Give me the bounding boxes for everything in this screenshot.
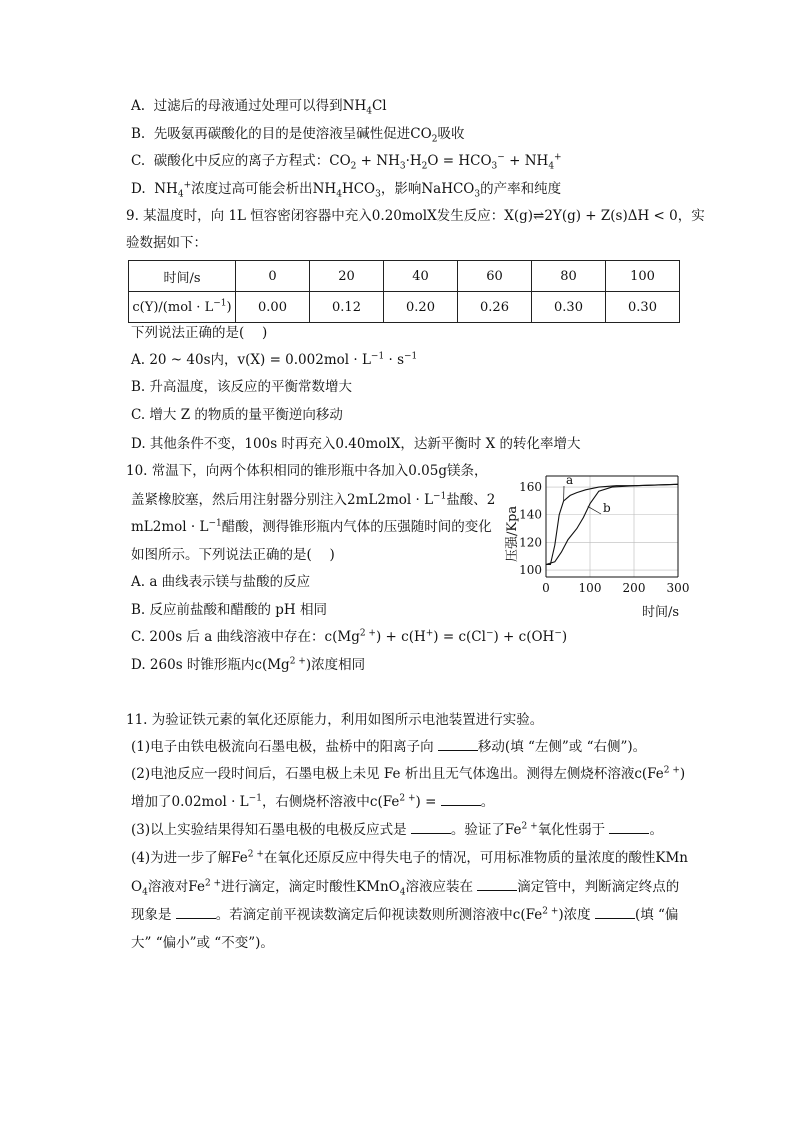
q11-part4-line3: 现象是 。若滴定前平视读数滴定后仰视读数则所测溶液中$c(Fe^{2 +})$浓度 (填 “偏 bbox=[131, 906, 679, 923]
q11-part4-line2: $O_4$溶液对$Fe^{2 +}$进行滴定，滴定时酸性KMnO$_4$溶液应装在 滴定管中，判断滴定终点的 bbox=[131, 878, 680, 898]
y-tick-label: 140 bbox=[519, 507, 542, 522]
q10-option-a: A. a 曲线表示镁与盐酸的反应 bbox=[131, 574, 311, 590]
pressure-time-chart bbox=[500, 470, 700, 625]
q9-option-b: B. 升高温度，该反应的平衡常数增大 bbox=[131, 379, 353, 395]
q8-option-a: A. 过滤后的母液通过处理可以得到$NH_4Cl$ bbox=[131, 98, 387, 117]
q10-stem-line1: 10. 常温下，向两个体积相同的锥形瓶中各加入0.05g镁条， bbox=[126, 463, 488, 479]
series-label-a: a bbox=[566, 473, 574, 487]
table-cell: 40 bbox=[384, 261, 458, 292]
series-line-b bbox=[546, 484, 678, 564]
table-cell: 0.12 bbox=[310, 292, 384, 323]
x-tick-label: 200 bbox=[622, 581, 646, 595]
answer-blank[interactable] bbox=[176, 906, 216, 919]
y-tick-label: 160 bbox=[519, 480, 542, 495]
q10-option-c: C. 200s 后 a 曲线溶液中存在：$c(Mg^{2 +}) + c(H^+) = c(Cl^-) + c(OH^-)$ bbox=[131, 628, 568, 645]
q9-option-a: A. 20 ~ 40s内，$v(X) = 0.002mol \cdot L^{-1} \cdot s^{-1}$ bbox=[131, 351, 418, 368]
q8-option-b: B. 先吸氨再碳酸化的目的是使溶液呈碱性促进$CO_2$吸收 bbox=[131, 126, 465, 145]
x-tick-label: 100 bbox=[578, 581, 602, 595]
q8-option-d: D. $NH_4^+$浓度过高可能会析出$NH_4HCO_3$，影响NaHCO$_3$的产率和纯度 bbox=[131, 180, 562, 200]
q10-stem-line3: $mL2mol \cdot L^{-1}$醋酸，测得锥形瓶内气体的压强随时间的变化 bbox=[131, 518, 492, 535]
q8-option-c: C. 碳酸化中反应的离子方程式：$CO_2 + NH_3\cdot H_2O = HCO_3^- + NH_4^+$ bbox=[131, 152, 562, 172]
table-cell: 0.30 bbox=[532, 292, 606, 323]
chart-series bbox=[546, 473, 678, 565]
q9-option-d: D. 其他条件不变，100s 时再充入0.40molX，达新平衡时 X 的转化率增大 bbox=[131, 436, 581, 452]
table-row bbox=[129, 261, 680, 292]
answer-blank[interactable] bbox=[595, 906, 635, 919]
answer-blank[interactable] bbox=[438, 738, 478, 751]
table-cell: 80 bbox=[532, 261, 606, 292]
q10-option-d: D. 260s 时锥形瓶内$c(Mg^{2 +})$浓度相同 bbox=[131, 656, 366, 673]
answer-blank[interactable] bbox=[609, 821, 649, 834]
q9-stem-line1: 9. 某温度时，向 1L 恒容密闭容器中充入0.20molX发生反应：X(g)⇌2Y(g) + Z(s)ΔH < 0，实 bbox=[126, 208, 705, 224]
table-cell: 0.30 bbox=[606, 292, 680, 323]
answer-blank[interactable] bbox=[477, 878, 517, 891]
q11-part4-line4: 大” “偏小”或 “不变”)。 bbox=[131, 935, 274, 951]
q11-part1: (1)电子由铁电极流向石墨电极，盐桥中的阳离子向 移动(填 “左侧”或 “右侧”)。 bbox=[131, 739, 647, 755]
y-tick-label: 100 bbox=[519, 563, 542, 578]
q9-question: 下列说法正确的是( ) bbox=[131, 325, 268, 341]
series-label-b: b bbox=[603, 501, 611, 515]
answer-blank[interactable] bbox=[411, 821, 451, 834]
q11-part2-line1: (2)电池反应一段时间后，石墨电极上未见 Fe 析出且无气体逸出。测得左侧烧杯溶液$c(Fe^{2 +})$ bbox=[131, 765, 686, 782]
table-cell: 0.00 bbox=[236, 292, 310, 323]
table-cell: 0.26 bbox=[458, 292, 532, 323]
table-row bbox=[129, 292, 680, 323]
table-header-cell: $c(Y)/(mol \cdot L^{-1})$ bbox=[129, 292, 236, 323]
x-tick-label: 0 bbox=[542, 581, 550, 595]
q9-option-c: C. 增大 Z 的物质的量平衡逆向移动 bbox=[131, 407, 343, 423]
x-tick-label: 300 bbox=[666, 581, 690, 595]
chart-ticks bbox=[519, 480, 689, 595]
q10-option-b: B. 反应前盐酸和醋酸的 pH 相同 bbox=[131, 602, 328, 618]
q10-stem-line4: 如图所示。下列说法正确的是( ) bbox=[131, 547, 335, 563]
x-axis-label: 时间/s bbox=[642, 605, 680, 620]
answer-blank[interactable] bbox=[441, 793, 481, 806]
chart-grid bbox=[546, 476, 678, 577]
table-cell: 0.20 bbox=[384, 292, 458, 323]
q11-part4-line1: (4)为进一步了解$Fe^{2 +}$在氧化还原反应中得失电子的情况，可用标准物质的量浓度的酸性KMn bbox=[131, 849, 688, 866]
q11-part2-line2: 增加了$0.02mol \cdot L^{-1}$，右侧烧杯溶液中$c(Fe^{2 +})$ = 。 bbox=[131, 793, 495, 810]
q10-stem-line2: 盖紧橡胶塞，然后用注射器分别注入$2mL2mol \cdot L^{-1}$盐酸、2 bbox=[131, 491, 496, 508]
q11-stem: 11. 为验证铁元素的氧化还原能力，利用如图所示电池装置进行实验。 bbox=[126, 712, 544, 728]
table-cell: 60 bbox=[458, 261, 532, 292]
q11-part3: (3)以上实验结果得知石墨电极的电极反应式是 。验证了$Fe^{2 +}$氧化性弱于 。 bbox=[131, 821, 663, 838]
table-cell: 0 bbox=[236, 261, 310, 292]
y-axis-label: 压强/Kpa bbox=[505, 505, 520, 562]
table-cell: 20 bbox=[310, 261, 384, 292]
q9-data-table bbox=[128, 260, 680, 323]
table-cell: 100 bbox=[606, 261, 680, 292]
table-header-cell: 时间/s bbox=[129, 261, 236, 292]
q9-stem-line2: 验数据如下： bbox=[126, 235, 207, 251]
y-tick-label: 120 bbox=[519, 535, 542, 550]
series-line-a bbox=[546, 484, 678, 564]
